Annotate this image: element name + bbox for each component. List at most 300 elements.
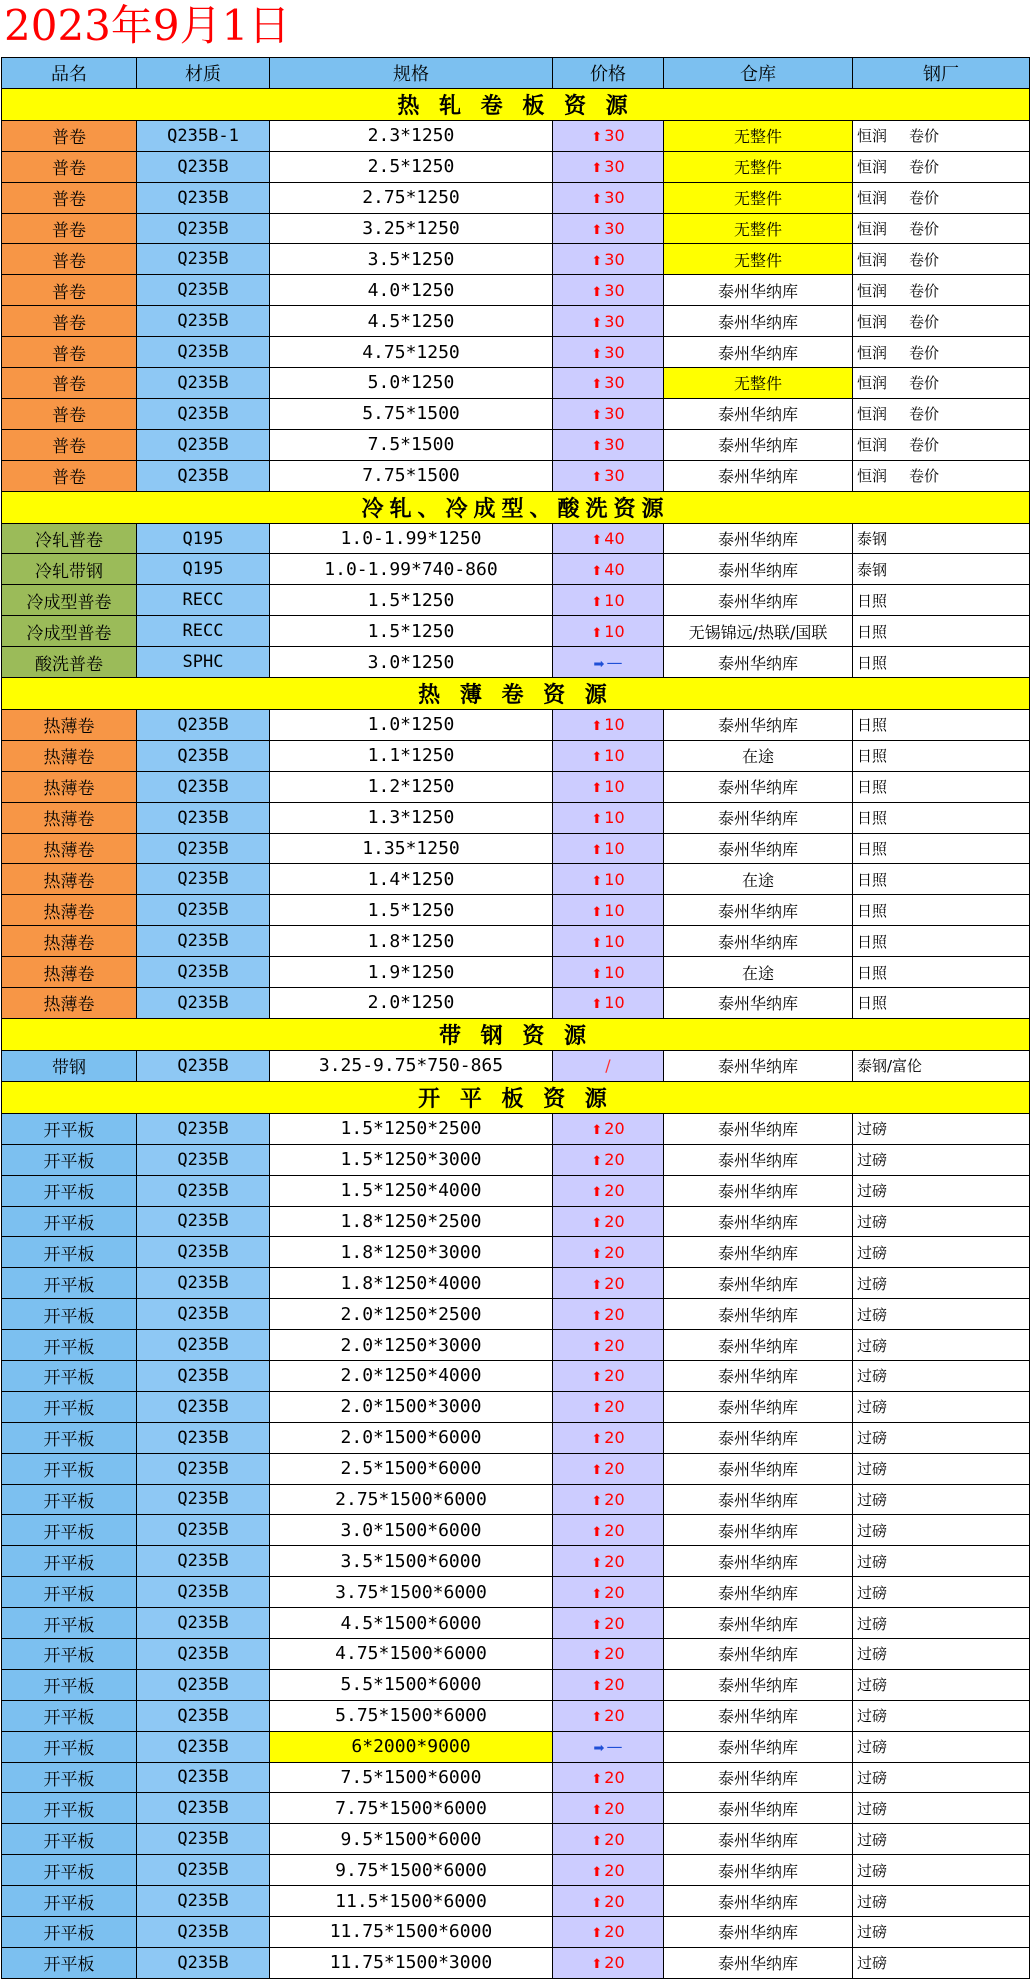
price-change: 30 [604,280,625,300]
price-change: 10 [604,777,625,797]
price-cell [553,988,664,1019]
price-change: 10 [604,808,625,828]
up-arrow-icon: ⬆ [591,346,603,362]
product-name-cell: 开平板 [2,1391,137,1422]
mill-name: 恒润 [857,127,888,146]
warehouse-cell: 泰州华纳库 [664,1144,853,1175]
mill-cell [853,368,1030,399]
up-arrow-icon: ⬆ [591,1277,603,1293]
table-row [2,275,1030,306]
material-cell: Q235B [137,213,270,244]
price-cell [553,1515,664,1546]
table-row [2,1793,1030,1824]
price-cell [553,1113,664,1144]
material-cell: Q235B [137,1422,270,1453]
price-cell [553,213,664,244]
product-name-cell: 开平板 [2,1947,137,1978]
table-row [2,1608,1030,1639]
table-row [2,740,1030,771]
price-cell [553,616,664,647]
warehouse-cell: 泰州华纳库 [664,1206,853,1237]
price-cell [553,895,664,926]
price-cell [553,1886,664,1917]
price-table [1,57,1030,1979]
price-cell [553,1669,664,1700]
warehouse-cell: 泰州华纳库 [664,1855,853,1886]
mill-cell [853,802,1030,833]
mill-name: 泰钢 [857,530,888,549]
warehouse-cell: 泰州华纳库 [664,554,853,585]
table-row [2,120,1030,151]
material-cell: Q235B [137,1360,270,1391]
spec-cell: 7.75*1500*6000 [270,1793,553,1824]
mill-name: 日照 [857,622,888,641]
spec-cell: 3.75*1500*6000 [270,1577,553,1608]
mill-cell [853,771,1030,802]
spec-cell: 2.75*1250 [270,182,553,213]
price-cell [553,398,664,429]
product-name-cell: 普卷 [2,460,137,491]
warehouse-cell: 泰州华纳库 [664,1731,853,1762]
price-change: 30 [604,157,625,177]
mill-name: 过磅 [857,1861,888,1880]
price-unit: 卷价 [909,436,940,455]
table-row [2,337,1030,368]
price-change: 30 [604,373,625,393]
up-arrow-icon: ⬆ [591,1401,603,1417]
spec-cell: 2.75*1500*6000 [270,1484,553,1515]
mill-name: 过磅 [857,1645,888,1664]
right-arrow-icon: ➡ [593,1741,605,1757]
mill-name: 泰钢/富伦 [857,1057,923,1076]
mill-cell [853,1484,1030,1515]
mill-cell [853,1330,1030,1361]
material-cell: Q235B [137,1886,270,1917]
product-name-cell: 普卷 [2,275,137,306]
product-name-cell: 开平板 [2,1731,137,1762]
product-name-cell: 开平板 [2,1360,137,1391]
price-change: 30 [604,249,625,269]
right-arrow-icon: ➡ [593,656,605,672]
spec-cell: 1.9*1250 [270,957,553,988]
mill-cell [853,1299,1030,1330]
up-arrow-icon: ⬆ [591,161,603,177]
price-change: 20 [604,1922,625,1942]
up-arrow-icon: ⬆ [591,750,603,766]
spec-cell: 11.75*1500*3000 [270,1947,553,1978]
table-row [2,864,1030,895]
mill-cell [853,244,1030,275]
section-title: 冷轧、冷成型、酸洗资源 [2,491,1030,523]
product-name-cell: 冷成型普卷 [2,616,137,647]
warehouse-cell: 泰州华纳库 [664,523,853,554]
mill-name: 恒润 [857,405,888,424]
mill-name: 过磅 [857,1243,888,1262]
mill-cell [853,864,1030,895]
mill-cell [853,926,1030,957]
spec-cell: 2.0*1500*3000 [270,1391,553,1422]
price-change: — [606,652,623,672]
material-cell: Q235B [137,1330,270,1361]
product-name-cell: 热薄卷 [2,740,137,771]
price-change: — [606,1737,623,1757]
warehouse-cell: 泰州华纳库 [664,1330,853,1361]
material-cell: Q235B [137,1638,270,1669]
price-change: 40 [604,559,625,579]
warehouse-cell: 泰州华纳库 [664,429,853,460]
warehouse-cell: 泰州华纳库 [664,1515,853,1546]
table-row [2,647,1030,678]
mill-name: 恒润 [857,436,888,455]
material-cell: Q235B [137,926,270,957]
up-arrow-icon: ⬆ [591,873,603,889]
price-cell [553,1855,664,1886]
price-cell [553,182,664,213]
price-cell [553,337,664,368]
price-change: 20 [604,1860,625,1880]
section-row [2,1018,1030,1050]
warehouse-cell: 泰州华纳库 [664,460,853,491]
warehouse-cell: 泰州华纳库 [664,1638,853,1669]
mill-cell [853,429,1030,460]
warehouse-cell: 泰州华纳库 [664,1762,853,1793]
price-cell [553,1731,664,1762]
mill-name: 过磅 [857,1676,888,1695]
product-name-cell: 开平板 [2,1453,137,1484]
price-cell [553,368,664,399]
table-row [2,460,1030,491]
table-row [2,1577,1030,1608]
table-row [2,616,1030,647]
warehouse-cell: 泰州华纳库 [664,988,853,1019]
material-cell: Q235B [137,864,270,895]
mill-name: 过磅 [857,1429,888,1448]
warehouse-cell: 泰州华纳库 [664,1793,853,1824]
up-arrow-icon: ⬆ [591,1648,603,1664]
mill-name: 过磅 [857,1738,888,1757]
price-cell [553,1824,664,1855]
table-row [2,1824,1030,1855]
price-unit: 卷价 [909,158,940,177]
mill-cell [853,1669,1030,1700]
table-row [2,988,1030,1019]
mill-cell [853,1175,1030,1206]
product-name-cell: 开平板 [2,1762,137,1793]
mill-name: 过磅 [857,1182,888,1201]
warehouse-cell: 泰州华纳库 [664,647,853,678]
price-cell [553,523,664,554]
mill-name: 过磅 [857,1212,888,1231]
up-arrow-icon: ⬆ [591,1679,603,1695]
spec-cell: 2.0*1250*3000 [270,1330,553,1361]
warehouse-cell: 泰州华纳库 [664,771,853,802]
price-unit: 卷价 [909,374,940,393]
spec-cell: 5.0*1250 [270,368,553,399]
mill-name: 恒润 [857,343,888,362]
spec-cell: 1.35*1250 [270,833,553,864]
mill-cell [853,213,1030,244]
mill-name: 过磅 [857,1151,888,1170]
mill-cell [853,398,1030,429]
price-cell [553,1391,664,1422]
mill-cell [853,1886,1030,1917]
up-arrow-icon: ⬆ [591,1864,603,1880]
spec-cell: 4.75*1250 [270,337,553,368]
up-arrow-icon: ⬆ [591,1926,603,1942]
warehouse-cell: 泰州华纳库 [664,275,853,306]
spec-cell: 7.5*1500 [270,429,553,460]
section-row [2,88,1030,120]
table-row [2,1360,1030,1391]
price-change: 20 [604,1211,625,1231]
spec-cell: 9.75*1500*6000 [270,1855,553,1886]
mill-cell [853,1113,1030,1144]
up-arrow-icon: ⬆ [591,223,603,238]
spec-cell: 2.0*1250 [270,988,553,1019]
price-cell [553,710,664,741]
up-arrow-icon: ⬆ [591,843,603,859]
price-change: 20 [604,1304,625,1324]
price-change: 10 [604,869,625,889]
mill-cell [853,1268,1030,1299]
table-row [2,306,1030,337]
mill-name: 日照 [857,809,888,828]
price-change: 20 [604,1397,625,1417]
material-cell: Q235B [137,771,270,802]
warehouse-cell: 泰州华纳库 [664,1299,853,1330]
spec-cell: 3.5*1500*6000 [270,1546,553,1577]
warehouse-cell: 泰州华纳库 [664,802,853,833]
price-cell [553,1577,664,1608]
price-cell [553,1422,664,1453]
product-name-cell: 热薄卷 [2,957,137,988]
mill-cell [853,1206,1030,1237]
price-change: 20 [604,1242,625,1262]
table-row [2,1113,1030,1144]
mill-cell [853,1422,1030,1453]
warehouse-cell: 泰州华纳库 [664,1268,853,1299]
material-cell: Q235B [137,1700,270,1731]
spec-cell: 4.0*1250 [270,275,553,306]
mill-name: 日照 [857,870,888,889]
product-name-cell: 热薄卷 [2,833,137,864]
spec-cell: 3.25*1250 [270,213,553,244]
mill-cell [853,1237,1030,1268]
table-row [2,1855,1030,1886]
material-cell: Q235B [137,1299,270,1330]
material-cell: Q235B [137,1608,270,1639]
price-change: 10 [604,621,625,641]
spec-cell: 2.5*1250 [270,151,553,182]
up-arrow-icon: ⬆ [591,719,603,735]
warehouse-cell: 在途 [664,864,853,895]
price-unit: 卷价 [909,189,940,208]
mill-name: 恒润 [857,467,888,486]
table-row [2,398,1030,429]
warehouse-cell: 泰州华纳库 [664,926,853,957]
product-name-cell: 普卷 [2,398,137,429]
price-cell [553,1144,664,1175]
table-row [2,926,1030,957]
material-cell: Q235B [137,710,270,741]
warehouse-cell: 泰州华纳库 [664,1484,853,1515]
price-change: 10 [604,931,625,951]
product-name-cell: 开平板 [2,1577,137,1608]
product-name-cell: 带钢 [2,1050,137,1081]
price-unit: 卷价 [909,220,940,238]
price-cell [553,120,664,151]
price-cell [553,1916,664,1947]
price-change: 20 [604,1953,625,1973]
mill-name: 泰钢 [857,560,888,579]
material-cell: Q235B [137,1762,270,1793]
price-change: 10 [604,900,625,920]
mill-name: 过磅 [857,1954,888,1973]
up-arrow-icon: ⬆ [591,966,603,982]
up-arrow-icon: ⬆ [591,1771,603,1787]
up-arrow-icon: ⬆ [591,812,603,828]
price-unit: 卷价 [909,127,940,146]
spec-cell: 2.0*1500*6000 [270,1422,553,1453]
up-arrow-icon: ⬆ [591,1586,603,1602]
material-cell: Q235B [137,1546,270,1577]
up-arrow-icon: ⬆ [591,1895,603,1911]
material-cell: Q235B [137,1206,270,1237]
price-cell [553,1484,664,1515]
up-arrow-icon: ⬆ [591,1154,603,1170]
spec-cell: 5.5*1500*6000 [270,1669,553,1700]
mill-cell [853,988,1030,1019]
mill-cell [853,1916,1030,1947]
spec-cell: 1.5*1250 [270,616,553,647]
product-name-cell: 冷轧普卷 [2,523,137,554]
section-row [2,491,1030,523]
up-arrow-icon: ⬆ [591,253,603,269]
price-change: 10 [604,715,625,735]
spec-cell: 4.5*1500*6000 [270,1608,553,1639]
table-row [2,1484,1030,1515]
mill-name: 日照 [857,653,888,672]
price-cell [553,1546,664,1577]
mill-cell [853,895,1030,926]
price-change: 30 [604,126,625,146]
material-cell: Q235B [137,1515,270,1546]
warehouse-cell: 无整件 [664,244,853,275]
mill-cell [853,1731,1030,1762]
price-change: 20 [604,1366,625,1386]
mill-name: 过磅 [857,1768,888,1787]
mill-cell [853,554,1030,585]
table-row [2,523,1030,554]
material-cell: Q235B [137,1824,270,1855]
price-change: 30 [604,404,625,424]
mill-name: 过磅 [857,1614,888,1633]
table-row [2,1268,1030,1299]
price-change: 20 [604,1273,625,1293]
warehouse-cell: 无整件 [664,368,853,399]
up-arrow-icon: ⬆ [591,1339,603,1355]
product-name-cell: 普卷 [2,306,137,337]
material-cell: SPHC [137,647,270,678]
product-name-cell: 普卷 [2,151,137,182]
mill-cell [853,710,1030,741]
mill-cell [853,1700,1030,1731]
warehouse-cell: 泰州华纳库 [664,1608,853,1639]
spec-cell: 3.0*1500*6000 [270,1515,553,1546]
table-row [2,710,1030,741]
up-arrow-icon: ⬆ [591,563,603,579]
material-cell: Q235B [137,1577,270,1608]
up-arrow-icon: ⬆ [591,533,603,549]
price-change: 20 [604,1335,625,1355]
table-row [2,1731,1030,1762]
mill-name: 过磅 [857,1583,888,1602]
price-change: 20 [604,1767,625,1787]
table-row [2,151,1030,182]
spec-cell: 1.5*1250 [270,895,553,926]
price-change: 30 [604,219,625,238]
table-row [2,957,1030,988]
warehouse-cell: 泰州华纳库 [664,398,853,429]
mill-cell [853,585,1030,616]
material-cell: Q235B [137,895,270,926]
price-cell [553,771,664,802]
warehouse-cell: 泰州华纳库 [664,895,853,926]
material-cell: Q235B [137,275,270,306]
mill-cell [853,337,1030,368]
price-cell [553,802,664,833]
page-title: 2023年9月1日 [4,1,291,50]
mill-name: 恒润 [857,312,888,331]
material-cell: Q235B [137,1175,270,1206]
price-change: 20 [604,1613,625,1633]
price-change: 20 [604,1829,625,1849]
up-arrow-icon: ⬆ [591,1432,603,1448]
mill-cell [853,616,1030,647]
mill-name: 恒润 [857,158,888,177]
price-cell [553,1453,664,1484]
mill-name: 日照 [857,840,888,859]
table-row [2,1237,1030,1268]
material-cell: Q235B [137,244,270,275]
material-cell: Q235B [137,306,270,337]
material-cell: Q235B [137,337,270,368]
product-name-cell: 开平板 [2,1330,137,1361]
price-cell [553,1299,664,1330]
material-cell: Q235B [137,1268,270,1299]
product-name-cell: 开平板 [2,1886,137,1917]
table-row [2,554,1030,585]
mill-cell [853,182,1030,213]
mill-cell [853,833,1030,864]
table-row [2,1330,1030,1361]
section-row [2,678,1030,710]
material-cell: Q235B [137,1731,270,1762]
header-price: 价格 [553,58,664,89]
price-change: 10 [604,746,625,766]
section-title: 开 平 板 资 源 [2,1081,1030,1113]
spec-cell: 2.3*1250 [270,120,553,151]
table-row [2,182,1030,213]
material-cell: Q235B [137,1947,270,1978]
up-arrow-icon: ⬆ [591,997,603,1013]
material-cell: Q235B [137,182,270,213]
mill-name: 过磅 [857,1274,888,1293]
spec-cell: 4.75*1500*6000 [270,1638,553,1669]
price-change: 20 [604,1489,625,1509]
spec-cell: 11.75*1500*6000 [270,1916,553,1947]
mill-cell [853,1762,1030,1793]
